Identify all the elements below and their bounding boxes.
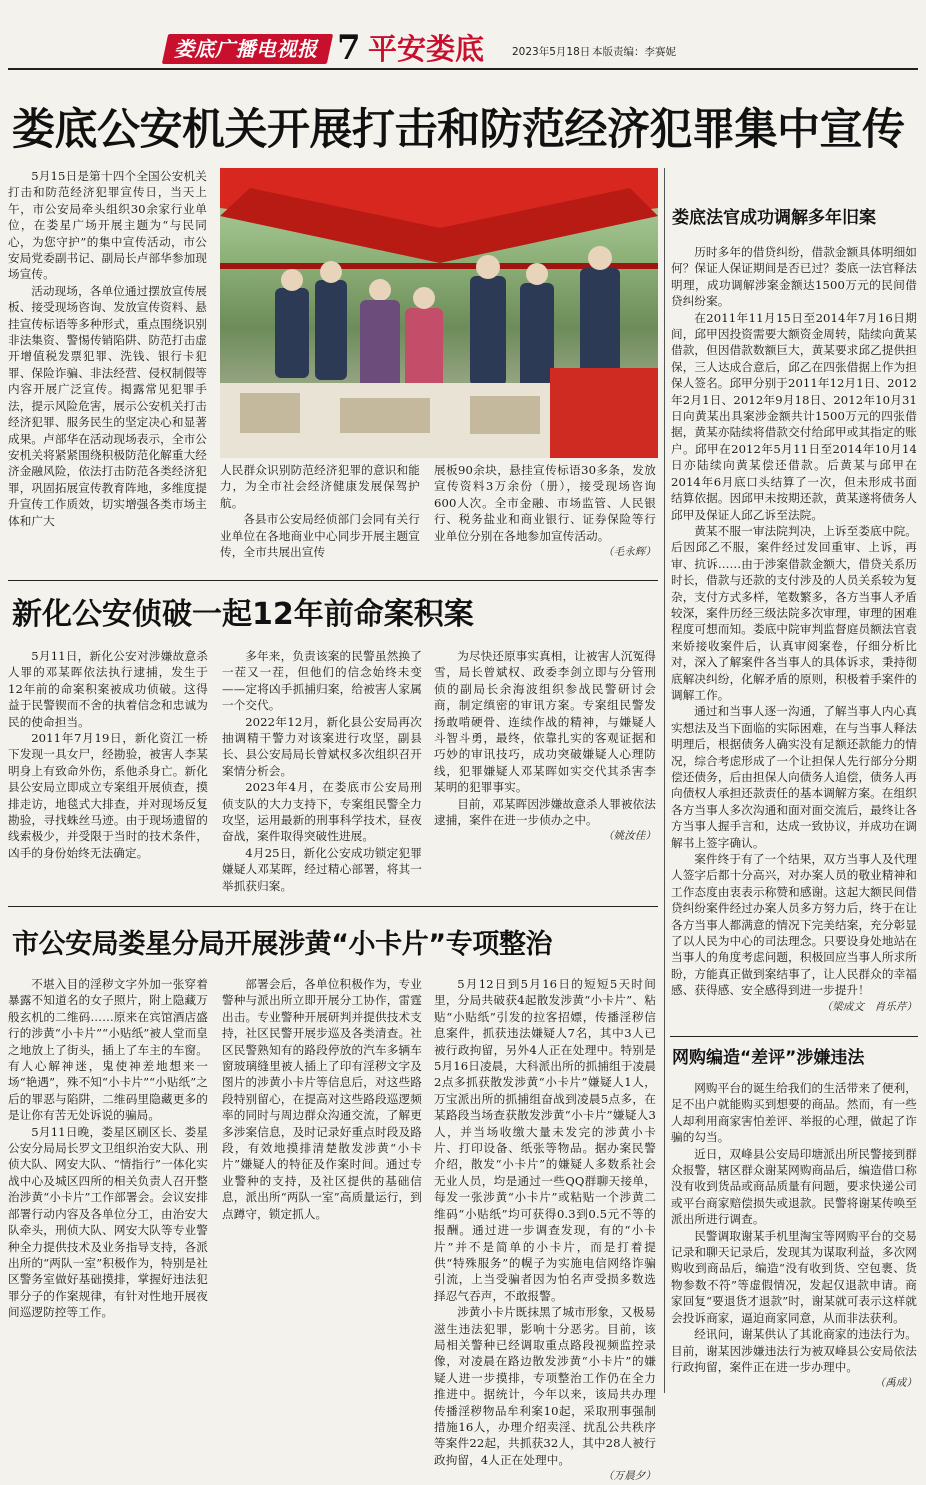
article2-para: 案件终于有了一个结果，双方当事人及代理人签字后都十分高兴，对办案人员的敬业精神和工作态度由衷表示称赞和感谢。这起大额民间借贷纠纷案件经过办案人员多方努力后，终于在让各方当事人都满意的情况下完美结案，充分彰显了以人民为中心的司法理念。只要设身处地站在当事人的角度考虑问题，积极回应当事人所求所盼，方能真正做到案结事了，让人民群众的幸福感、获得感、安全感得到进一步提升！ [671, 852, 917, 998]
article1-para: 人民群众识别防范经济犯罪的意识和能力，为全市社会经济健康发展保驾护航。 [220, 463, 420, 510]
event-photo [220, 168, 658, 458]
article2-signature: （梁成文 肖乐芹） [821, 1000, 917, 1013]
article5-para: 网购平台的诞生给我们的生活带来了便利，足不出户就能购买到想要的商品。然而，有一些人却利用商家害怕差评、举报的心理，做起了诈骗的勾当。 [671, 1081, 917, 1145]
article1-headline: 娄底公安机关开展打击和防范经济犯罪集中宣传 [12, 105, 905, 155]
page-number: 7 [337, 28, 361, 68]
article4-col1 [8, 976, 208, 1394]
article2-body [671, 244, 917, 1034]
article5-signature: （禹成） [874, 1377, 917, 1390]
article5-body [671, 1080, 917, 1394]
article1-signature: （毛永辉） [603, 546, 656, 559]
article1-para: 5月15日是第十四个全国公安机关打击和防范经济犯罪宣传日，当天上午，市公安局牵头组织30余家行业单位，在娄星广场开展主题为“与民同心，为您守护”的集中宣传活动，市公安局党委副书记、副局长卢部华参加现场宣传。 [8, 169, 207, 282]
article1-para: 活动现场，各单位通过摆放宣传展板、接受现场咨询、发放宣传资料、悬挂宣传标语等多种形式，重点围绕识别非法集资、警惕传销陷阱、防范打击虚开增值税发票犯罪、洗钱、银行卡犯罪、保险诈骗、非法经营、侵权制假等内容开展广泛宣传。揭露常见犯罪手法，提示风险危害，展示公安机关打击经济犯罪、服务民生的坚定决心和显著成果。卢部华在活动现场表示，全市公安机关将紧紧围绕积极防范化解重大经济金融风险，依法打击防范各类经济犯罪，巩固拓展宣传教育阵地，多维度提升宣传工作质效，切实增强各类市场主体和广大 [8, 283, 207, 528]
article4-col3 [434, 976, 656, 1483]
article4-para: 涉黄小卡片既抹黑了城市形象，又极易滋生违法犯罪，影响十分恶劣。目前，该局相关警种已经调取重点路段视频监控录像，对凌晨在路边散发涉黄“小卡片”的嫌疑人进一步摸排，专项整治工作仍在全力推进中。据统计，今年以来，该局共办理传播淫秽物品牟利案10起，采取刑事强制措施16人，办理介绍卖淫、扰乱公共秩序等案件22起，共抓获32人，其中28人被行政拘留，4人正在处理中。 [434, 1305, 656, 1467]
article5-headline: 网购编造“差评”涉嫌违法 [672, 1048, 865, 1068]
paper-name: 娄底广播电视报 [174, 37, 318, 61]
article5-para: 经讯问，谢某供认了其讹商家的违法行为。目前，谢某因涉嫌违法行为被双峰县公安局依法行政拘留，案件正在进一步办理中。 [671, 1327, 917, 1374]
article3-col1 [8, 648, 208, 898]
article5-top-rule [670, 1036, 918, 1037]
section-title: 平安娄底 [368, 32, 485, 66]
masthead [0, 0, 926, 74]
article1-col2 [220, 462, 420, 570]
article2-para: 在2011年11月15日至2014年7月16日期间，邱甲因投资需要大额资金周转，陆续向黄某借款，但因借款数额巨大，黄某要求邱乙提供担保，三人达成合意后，邱乙在四张借据上作为担保人签名。邱甲分别于2011年12月1日、2012年2月1日、2012年9月18日、2012年10月31日向黄某出具案涉金额共计1500万元的四张借据，黄某亦陆续将借款交付给邱甲或其指定的账户。邱甲在2012年5月11日至2014年10月14日亦陆续向黄某偿还借款。后黄某与邱甲在2014年6月底口头结算了一次，但未形成书面结算依据。因邱甲未按期还款，黄某遂将债务人邱甲及保证人邱乙诉至法院。 [671, 310, 917, 522]
issue-date: 2023年5月18日 [512, 46, 591, 58]
article3-para: 5月11日，新化公安对涉嫌故意杀人罪的邓某晖依法执行逮捕，发生于12年前的命案积案被成功侦破。这得益于民警锲而不舍的执着信念和忠诚为民的使命担当。 [8, 649, 208, 729]
article1-para: 各县市公安局经侦部门会同有关行业单位在各地商业中心同步开展主题宣传，全市共展出宣传 [220, 512, 420, 560]
article3-para: 4月25日，新化公安成功锁定犯罪嫌疑人邓某晖，经过精心部署，将其一举抓获归案。 [222, 845, 422, 893]
article3-para: 2011年7月19日，新化资江一桥下发现一具女尸，经勘验，被害人李某明身上有致命外伤，系他杀身亡。新化县公安局立即成立专案组开展侦查，摸排走访，地毯式大排查，并对现场反复勘验，寻找蛛丝马迹。由于现场遗留的线索极少，并受限于当时的技术条件，凶手的身份始终无法确定。 [8, 731, 208, 860]
article4-para: 不堪入目的淫秽文字外加一张穿着暴露不知道名的女子照片，附上隐藏万般玄机的二维码……原来在宾馆酒店盛行的涉黄“小卡片”“小贴纸”被人堂而皇之地放上了街头，插上了车主的车窗。有人心解神迷，鬼使神差地想来一场“艳遇”，殊不知“小卡片”“小贴纸”之后的罪恶与陷阱，二维码里隐藏更多的是让你有苦无处诉说的骗局。 [8, 977, 208, 1123]
article3-para: 为尽快还原事实真相，让被害人沉冤得雪，局长曾斌权、政委李剑立即与分管刑侦的副局长余海波组织参战民警研讨会商，制定缜密的审讯方案。专案组民警发扬敢啃硬骨、连续作战的精神，与嫌疑人斗智斗勇，最终，依靠扎实的客观证据和巧妙的审讯技巧，成功突破嫌疑人心理防线，犯罪嫌疑人邓某晖如实交代其杀害李某明的犯罪事实。 [434, 649, 656, 795]
article4-signature: （万晨夕） [603, 1470, 656, 1483]
article4-para: 5月11日晚，娄星区刷区长、娄星公安分局局长罗文卫组织治安大队、刑侦大队、网安大队、“情指行”一体化实战中心及城区四所的相关负责人召开整治涉黄“小卡片”工作部署会。会议安排部署行动内容及各单位分工，由治安大队牵头，刑侦大队、网安大队等专业警种全力提供技术及业务指导支持，各派出所的“两队一室”积极作为，特别是社区警务室做好基础摸排，掌握好违法犯罪分子的作案规律，有针对性地开展夜间巡逻防控等工作。 [8, 1124, 208, 1320]
article3-para: 目前，邓某晖因涉嫌故意杀人罪被依法逮捕，案件在进一步侦办之中。 [434, 796, 656, 828]
article1-para: 展板90余块，悬挂宣传标语30多条，发放宣传资料3万余份（册），接受现场咨询600人次。全市金融、市场监管、人民银行、税务盐业和商业银行、证券保险等行业单位分别在各地参加宣传活动。 [434, 463, 656, 543]
article3-col3 [434, 648, 656, 898]
article2-headline: 娄底法官成功调解多年旧案 [672, 208, 876, 228]
article1-col1 [8, 168, 207, 568]
page-editor: 本版责编：李赛妮 [592, 46, 676, 58]
article3-para: 多年来，负责该案的民警虽然换了一茬又一茬，但他们的信念始终未变——定将凶手抓捕归案，给被害人家属一个交代。 [222, 649, 422, 713]
article3-para: 2023年4月，在娄底市公安局刑侦支队的大力支持下，专案组民警全力攻坚，运用最新的刑事科学技术，昼夜奋战，案件取得突破性进展。 [222, 780, 422, 844]
article4-top-rule [8, 906, 658, 907]
article4-para: 5月12日到5月16日的短短5天时间里，分局共破获4起散发涉黄“小卡片”、粘贴“小贴纸”引发的拉客招嫖，传播淫秽信息案件，抓获违法嫌疑人7名，其中3人已被行政拘留，另外4人正在处理中。特别是5月16日凌晨，大科派出所的抓捕组于凌晨2点多抓获散发涉黄“小卡片”嫌疑人1人，万宝派出所的抓捕组奋战到凌晨5点多，在某路段当场查获散发涉黄“小卡片”嫌疑人3人，并当场收缴大量未发完的涉黄小卡片、打印设备、纸张等物品。据办案民警介绍，散发“小卡片”的嫌疑人多数系社会无业人员，均是通过一些QQ群聊天接单，每发一张涉黄“小卡片”或粘贴一个涉黄二维码“小贴纸”均可获得0.3到0.5元不等的报酬。通过进一步调查发现，有的“小卡片”并不是简单的小卡片，而是打着提供“特殊服务”的幌子为实施电信网络诈骗引流，上当受骗者因为怕名声受损多数选择忍气吞声，不敢报警。 [434, 977, 656, 1303]
article3-para: 2022年12月，新化县公安局再次抽调精干警力对该案进行攻坚，副县长、县公安局局长曾斌权多次组织召开案情分析会。 [222, 714, 422, 778]
article4-para: 部署会后，各单位积极作为，专业警种与派出所立即开展分工协作，雷霆出击。专业警种开展研判并提供技术支持，社区民警开展步巡及各类清查。社区民警熟知有的路段停放的汽车多辆车窗玻璃缝里被人插上了印有淫秽文字及图片的涉黄小卡片等信息后，对这些路段特别留心，在提高对这些路段巡逻频率的同时与周边群众沟通交流，了解更多涉案信息，及时记录好重点时段及路段，有效地摸排清楚散发涉黄“小卡片”嫌疑人的特征及作案时间。通过专业警种的支持，及社区提供的基础信息，派出所“两队一室”高质量运行，到点蹲守，锁定抓人。 [222, 977, 422, 1221]
article5-para: 近日，双峰县公安局印塘派出所民警接到群众报警，辖区群众谢某网购商品后，编造借口称没有收到货品或商品质量有问题，要求快递公司或平台商家赔偿损失或退款。民警将谢某传唤至派出所进行调查。 [671, 1146, 917, 1227]
article1-col3 [434, 462, 656, 570]
masthead-rule [8, 68, 918, 70]
article2-para: 黄某不服一审法院判决，上诉至娄底中院。后因邱乙不服，案件经过发回重审、上诉，再审、抗诉……由于涉案借款金额大，借贷关系历时长，借款与还款的支付涉及的人员关系较为复杂，支付方式多样，笔数繁多，各方当事人矛盾较深，案件历经三级法院多次审理，审理的困难程度可想而知。娄底中院审判监督庭员额法官袁来娇接收案件后，认真审阅案卷，仔细分析比对，深入了解案件各当事人的具体诉求，秉持彻底解决纠纷，化解矛盾的原则，积极着手案件的调解工作。 [671, 523, 917, 702]
article2-para: 通过和当事人逐一沟通，了解当事人内心真实想法及当下面临的实际困难，在与当事人释法明理后，根据债务人确实没有足额还款能力的情况，综合考虑形成了一个让担保人先行部分分期偿还债务，后由担保人向债务人追偿，债务人再向债权人承担还款责任的基本调解方案。在组织各方当事人多次沟通和面对面交流后，最终让各方当事人握手言和，达成一致协议，并成功在调解书上签字确认。 [671, 704, 917, 850]
column-divider [664, 168, 665, 1393]
article2-para: 历时多年的借贷纠纷，借款金额具体明细如何？保证人保证期间是否已过？娄底一法官释法明理，成功调解涉案金额达1500万元的民间借贷纠纷案。 [671, 245, 917, 309]
photo-scene [220, 168, 658, 458]
article5-para: 民警调取谢某手机里淘宝等网购平台的交易记录和聊天记录后，发现其为谋取利益，多次网购收到商品后，编造“没有收到货、空包裹、货物参数不符”等虚假情况，发起仅退款申请。商家回复“要退货才退款”时，谢某就可表示这样就会投诉商家，逼迫商家同意，从而非法获利。 [671, 1228, 917, 1325]
article3-signature: （姚汝佳） [603, 830, 656, 843]
article3-col2 [222, 648, 422, 898]
article4-headline: 市公安局娄星分局开展涉黄“小卡片”专项整治 [12, 929, 553, 960]
article3-headline: 新化公安侦破一起12年前命案积案 [12, 597, 474, 632]
article3-top-rule [8, 580, 658, 581]
article4-col2 [222, 976, 422, 1394]
